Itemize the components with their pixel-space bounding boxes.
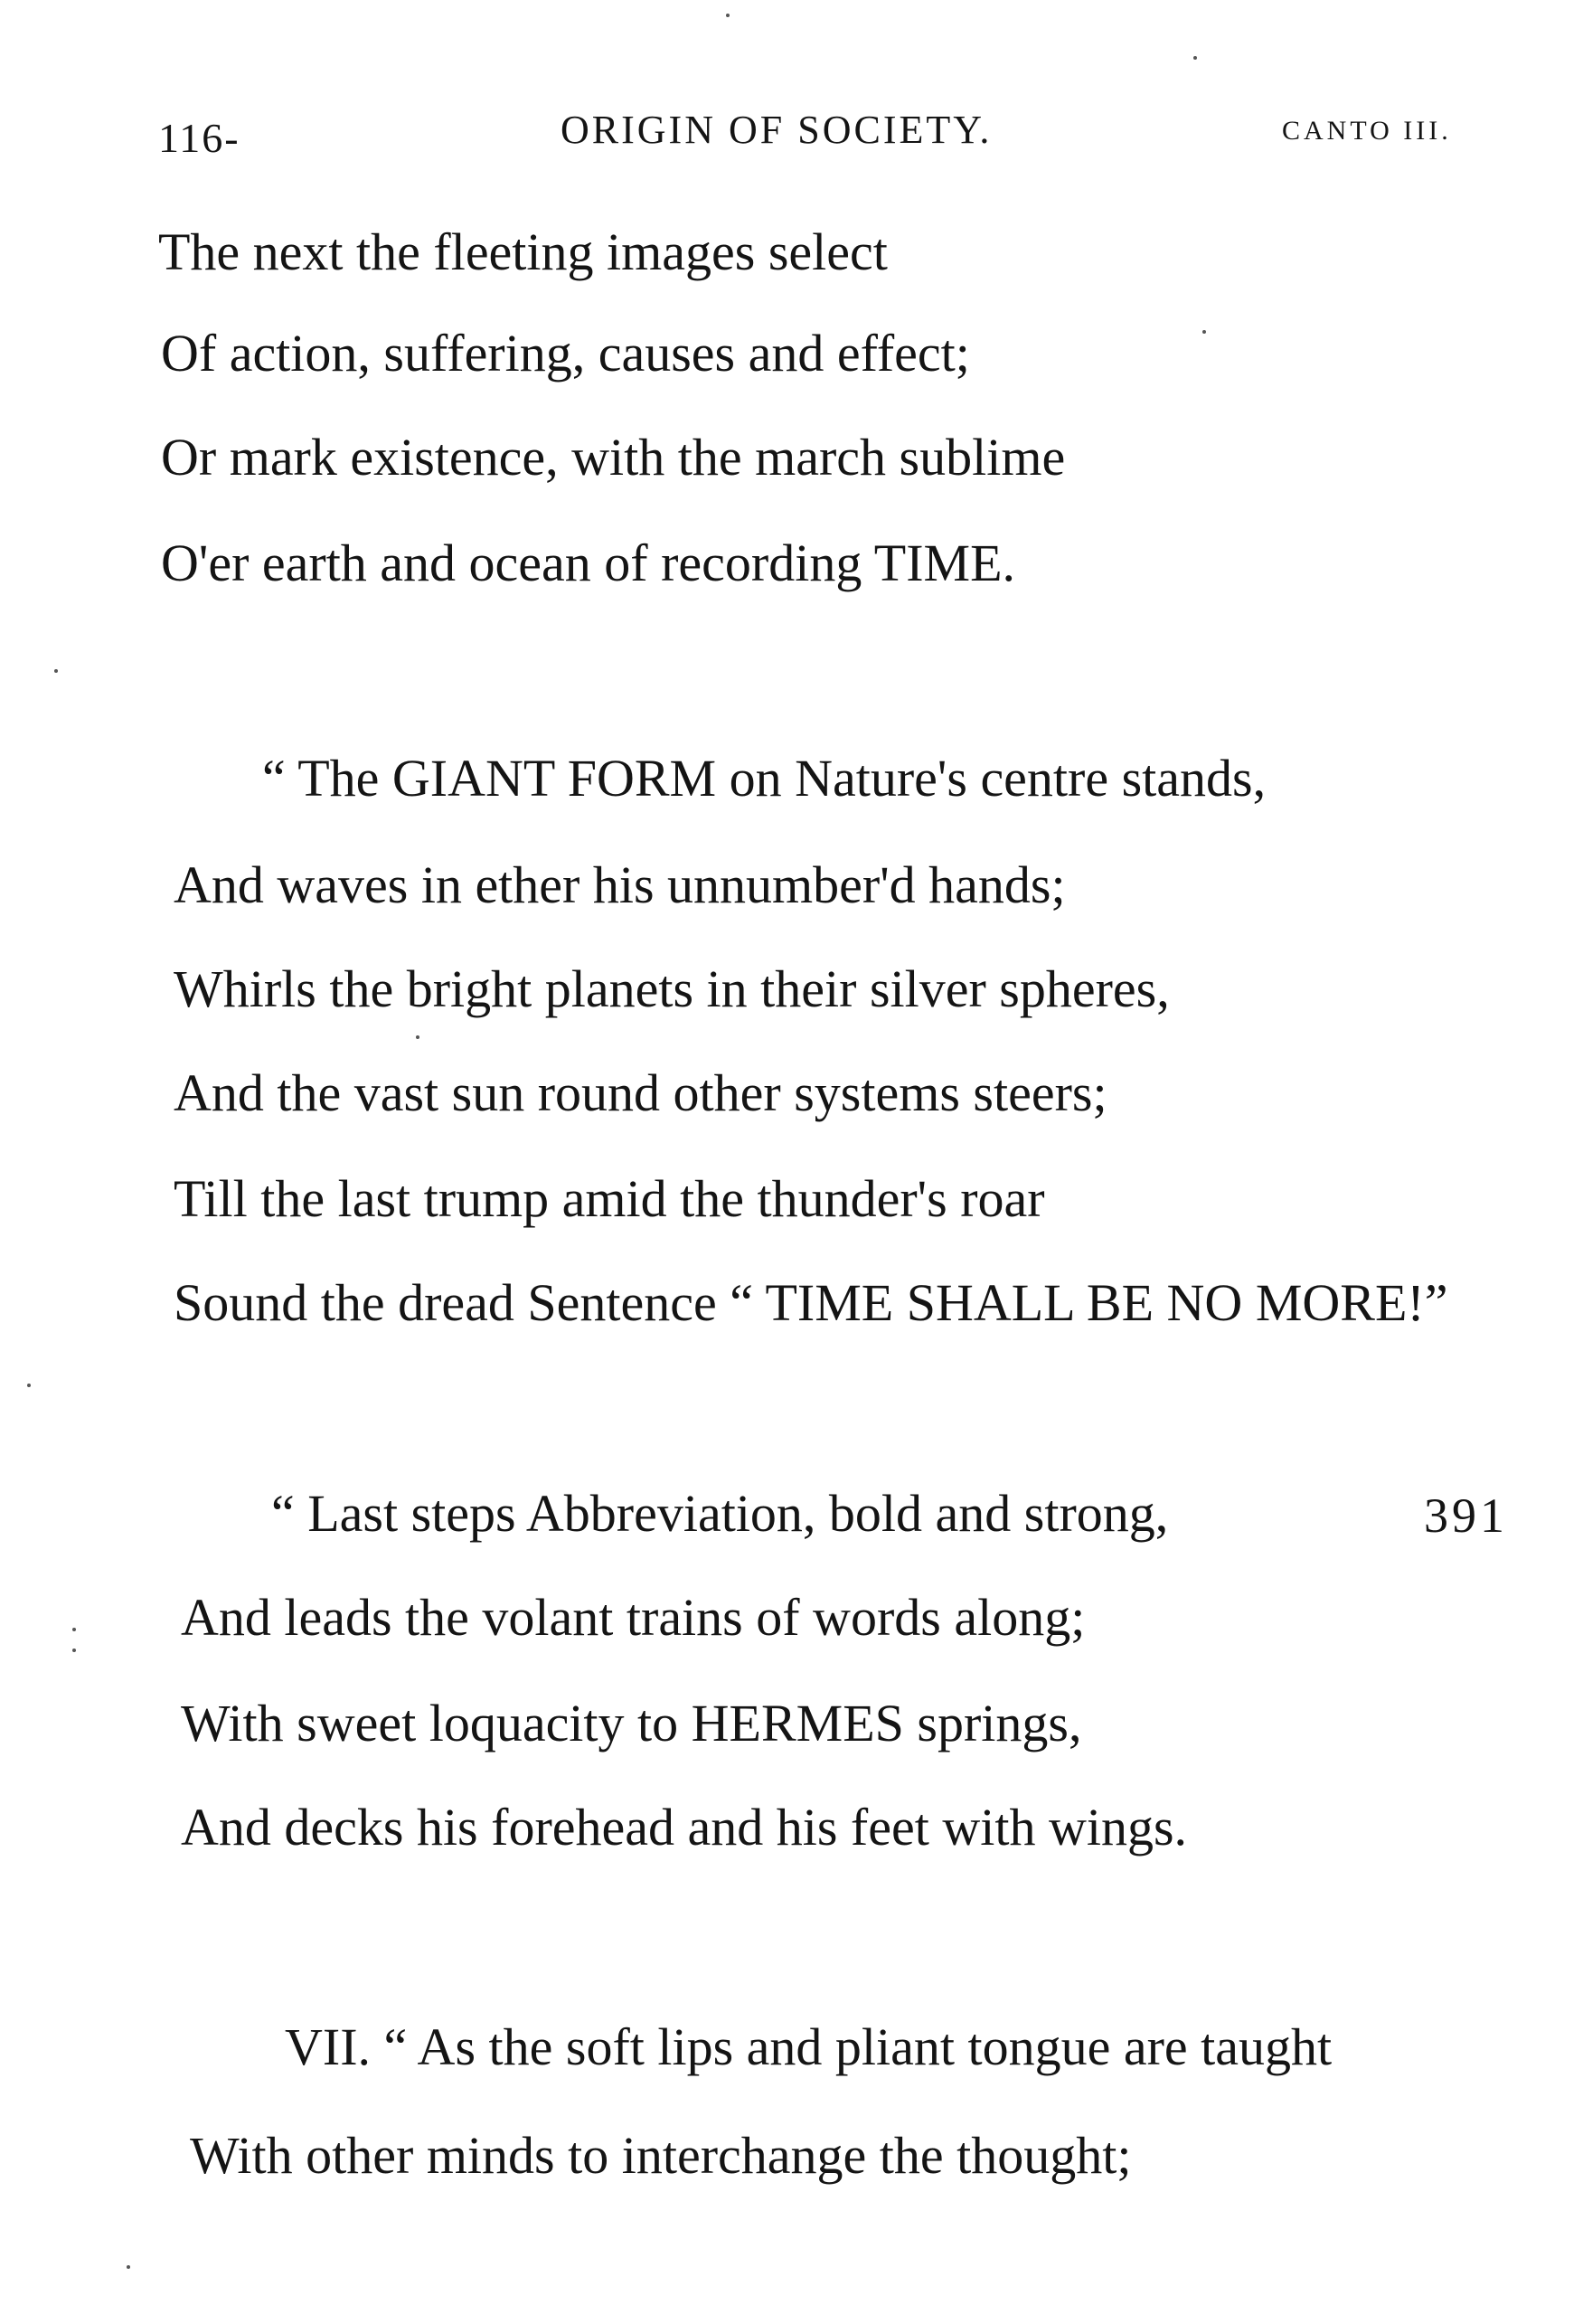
print-speck [1193, 56, 1197, 60]
verse-line: Or mark existence, with the march sublime [161, 428, 1066, 487]
page-header [0, 107, 1583, 161]
running-title: ORIGIN OF SOCIETY. [561, 108, 993, 152]
line-number: 391 [1424, 1488, 1508, 1543]
verse-line: And decks his forehead and his feet with wings. [181, 1798, 1188, 1856]
verse-line: VII. “ As the soft lips and pliant tongue are taught [285, 2017, 1333, 2076]
verse-line: With sweet loquacity to HERMES springs, [181, 1694, 1082, 1752]
verse-line: Whirls the bright planets in their silver spheres, [174, 959, 1170, 1018]
verse-line: “ Last steps Abbreviation, bold and strong, [271, 1484, 1169, 1543]
verse-line: With other minds to interchange the thought; [190, 2126, 1132, 2185]
verse-line: Till the last trump amid the thunder's roar [174, 1169, 1045, 1228]
print-speck [72, 1649, 76, 1652]
verse-line: Of action, suffering, causes and effect; [161, 324, 970, 383]
verse-line: And waves in ether his unnumber'd hands; [174, 855, 1066, 914]
verse-line: And leads the volant trains of words along; [181, 1588, 1086, 1647]
canto-label: CANTO III. [1282, 116, 1452, 146]
verse-line: And the vast sun round other systems steers; [174, 1063, 1107, 1122]
print-speck [416, 1035, 419, 1039]
print-speck [726, 14, 730, 17]
verse-line: Sound the dread Sentence “ TIME SHALL BE NO MORE!” [174, 1273, 1448, 1332]
print-speck [27, 1384, 31, 1387]
print-speck [54, 669, 58, 673]
print-speck [127, 2265, 130, 2269]
page-number: 116- [158, 115, 240, 161]
print-speck [72, 1628, 76, 1631]
verse-line: “ The GIANT FORM on Nature's centre stands, [262, 749, 1267, 808]
verse-line: The next the fleeting images select [158, 222, 888, 281]
verse-line: O'er earth and ocean of recording TIME. [161, 534, 1016, 592]
print-speck [1202, 330, 1206, 334]
